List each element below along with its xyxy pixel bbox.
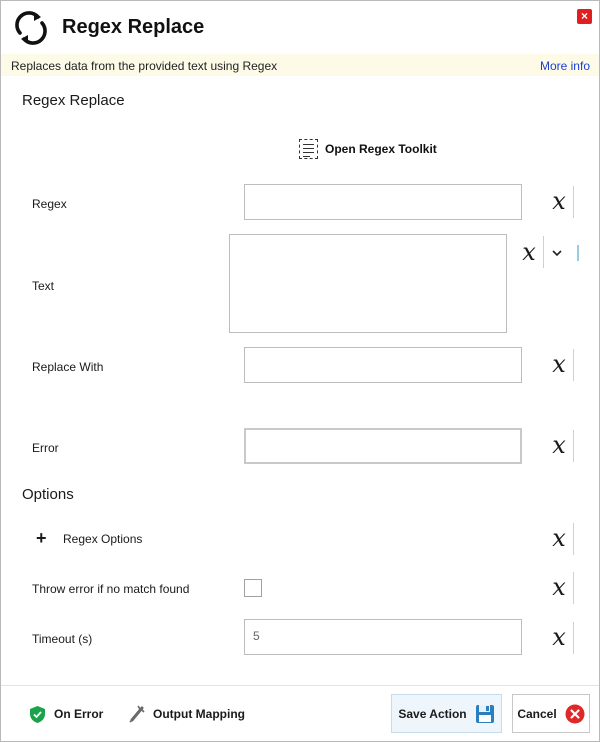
open-regex-toolkit-button[interactable] [299,138,437,160]
replace-with-input[interactable] [244,347,522,383]
error-variable-icon[interactable]: x [552,431,566,459]
divider [573,572,574,604]
regex-options-label[interactable]: Regex Options [63,532,143,546]
cancel-circle-icon [565,704,585,724]
text-label: Text [32,279,55,293]
divider [543,236,544,268]
toolkit-list-icon [299,139,318,159]
divider [573,430,574,462]
dialog-title: Regex Replace [62,16,205,38]
shield-check-icon [29,705,46,724]
output-mapping-label: Output Mapping [153,707,245,721]
regex-variable-icon[interactable]: x [552,187,566,215]
on-error-button[interactable] [29,703,103,725]
main-section-title: Regex Replace [22,92,125,109]
replace-with-label: Replace With [32,360,104,374]
toolkit-label: Open Regex Toolkit [325,142,437,156]
divider [573,622,574,654]
text-variable-icon[interactable]: x [522,238,536,266]
description-bar [1,54,599,76]
regex-label: Regex [32,197,67,211]
more-info-link[interactable]: More info [539,59,590,73]
description-text: Replaces data from the provided text using Regex [11,59,278,73]
regex-options-variable-icon[interactable]: x [552,524,566,552]
cancel-button[interactable] [512,694,590,733]
title-bar [1,1,599,53]
close-button[interactable] [577,9,592,24]
chevron-down-icon[interactable] [551,247,563,259]
expand-plus-icon[interactable]: + [36,528,47,548]
close-icon: × [580,9,588,23]
cancel-label: Cancel [517,706,557,721]
divider [573,186,574,218]
divider [573,523,574,555]
footer-divider [1,685,599,686]
divider [573,349,574,381]
timeout-input[interactable]: 5 [244,619,522,655]
floppy-disk-icon [475,704,495,724]
text-textarea[interactable] [229,234,507,333]
output-mapping-button[interactable] [129,703,245,725]
on-error-label: On Error [54,707,104,721]
throw-error-checkbox[interactable] [244,579,262,597]
scroll-indicator [577,245,579,261]
timeout-variable-icon[interactable]: x [552,623,566,651]
timeout-label: Timeout (s) [32,632,93,646]
options-section-title: Options [22,486,74,503]
throw-error-label: Throw error if no match found [32,582,190,596]
plug-icon [129,705,145,723]
replace-with-variable-icon[interactable]: x [552,350,566,378]
save-action-label: Save Action [398,706,467,721]
save-action-button[interactable] [391,694,502,733]
error-input[interactable] [244,428,522,464]
error-label: Error [32,441,59,455]
refresh-cycle-icon [12,9,50,47]
throw-error-variable-icon[interactable]: x [552,573,566,601]
regex-input[interactable] [244,184,522,220]
